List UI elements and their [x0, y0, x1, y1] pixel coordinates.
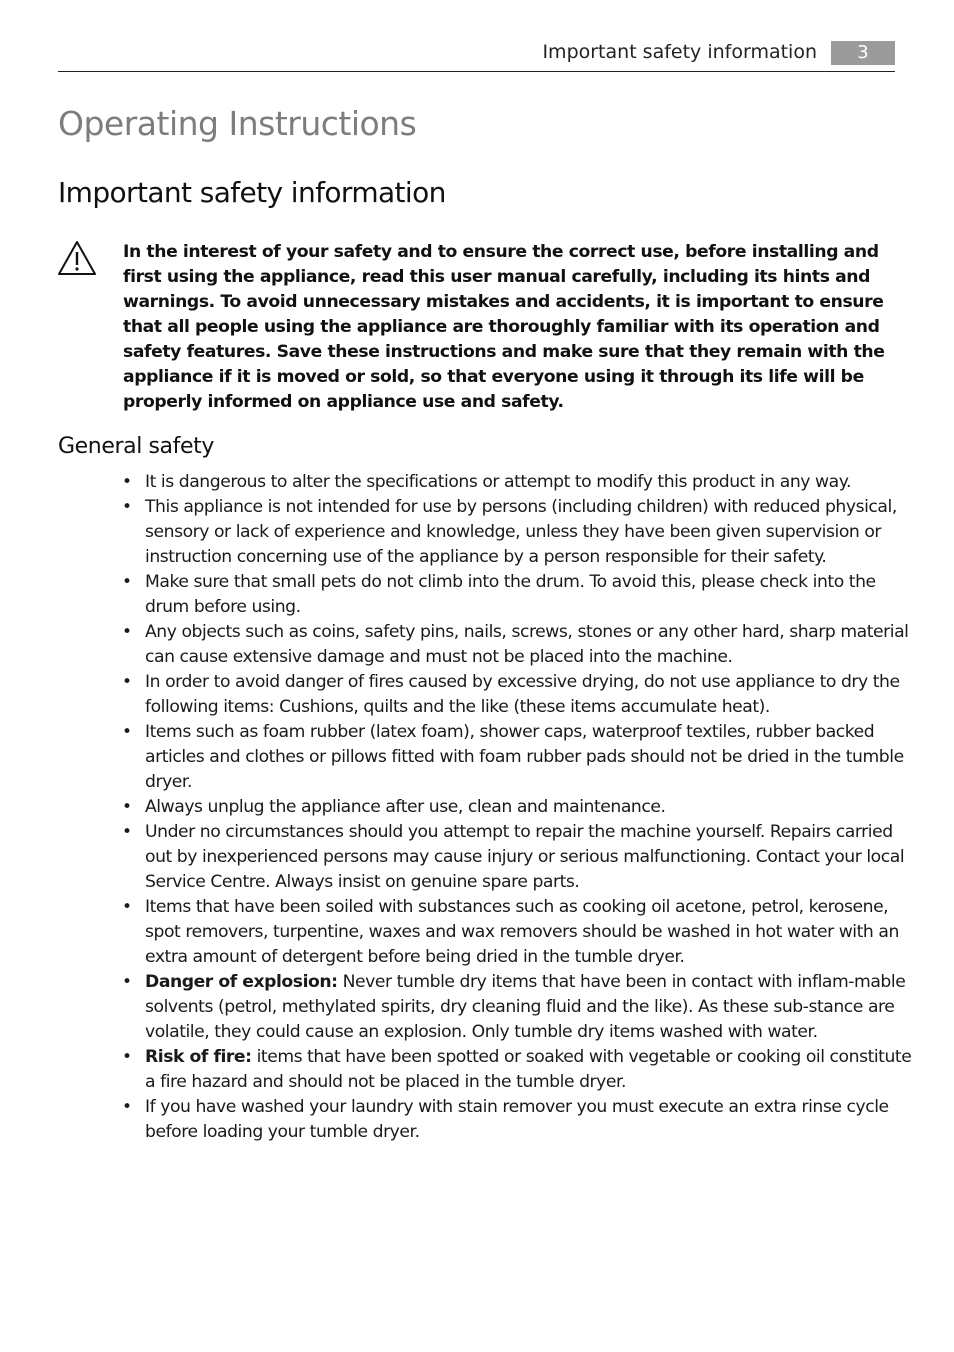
list-item: [122, 720, 912, 795]
list-item: [122, 670, 912, 720]
bullet-marker: •: [122, 822, 132, 842]
list-item-label: Danger of explosion:: [145, 972, 338, 992]
list-item-text: Items that have been soiled with substances such as cooking oil acetone, petrol, kerosene, spot removers, turpentine, waxes and wax removers should be washed in hot water with an extra amount of detergent before being dried in the tumble dryer.: [145, 897, 899, 967]
list-item: [122, 970, 912, 1045]
bullet-marker: •: [122, 1097, 132, 1117]
list-item: [122, 820, 912, 895]
bullet-marker: •: [122, 622, 132, 642]
list-item-text: If you have washed your laundry with stain remover you must execute an extra rinse cycle before loading your tumble dryer.: [145, 1097, 889, 1142]
list-item-text: Under no circumstances should you attempt to repair the machine yourself. Repairs carried out by inexperienced persons may cause injury or serious malfunctioning. Contact your local Service Centre. Always insist on genuine spare parts.: [145, 822, 905, 892]
bullet-marker: •: [122, 972, 132, 992]
bullet-marker: •: [122, 497, 132, 517]
page-header: [58, 38, 895, 72]
general-safety-heading: General safety: [58, 434, 214, 459]
bullet-marker: •: [122, 672, 132, 692]
list-item: [122, 470, 912, 495]
list-item-text: This appliance is not intended for use by persons (including children) with reduced physical, sensory or lack of experience and knowledge, unless they have been given supervision or instruction concerning use of the appliance by a person responsible for their safety.: [145, 497, 897, 567]
bullet-marker: •: [122, 1047, 132, 1067]
list-item-text: Never tumble dry items that have been in contact with inflam-mable solvents (petrol, methylated spirits, dry cleaning fluid and the like). As these sub-stance are volatile, they could cause an explosion. Only tumble dry items washed with water.: [145, 972, 906, 1042]
list-item: [122, 1095, 912, 1145]
bullet-marker: •: [122, 897, 132, 917]
list-item-text: Items such as foam rubber (latex foam), shower caps, waterproof textiles, rubber backed articles and clothes or pillows fitted with foam rubber pads should not be dried in the tumble dryer.: [145, 722, 904, 792]
list-item: [122, 570, 912, 620]
list-item-text: Always unplug the appliance after use, clean and maintenance.: [145, 797, 666, 817]
list-item: [122, 895, 912, 970]
section-title: Important safety information: [58, 176, 446, 209]
list-item-text: Make sure that small pets do not climb into the drum. To avoid this, please check into the drum before using.: [145, 572, 876, 617]
list-item: [122, 620, 912, 670]
warning-triangle-icon: [57, 240, 97, 276]
list-item-text: items that have been spotted or soaked with vegetable or cooking oil constitute a fire hazard and should not be placed in the tumble dryer.: [145, 1047, 912, 1092]
list-item: [122, 1045, 912, 1095]
list-item-text: In order to avoid danger of fires caused by excessive drying, do not use appliance to dry the following items: Cushions, quilts and the like (these items accumulate heat).: [145, 672, 900, 717]
list-item-text: Any objects such as coins, safety pins, nails, screws, stones or any other hard, sharp material can cause extensive damage and must not be placed into the machine.: [145, 622, 909, 667]
general-safety-list: [122, 470, 912, 1145]
bullet-marker: •: [122, 572, 132, 592]
bullet-marker: •: [122, 722, 132, 742]
bullet-marker: •: [122, 797, 132, 817]
page-number: 3: [831, 41, 895, 65]
safety-warning-text: In the interest of your safety and to ensure the correct use, before installing and first using the appliance, read this user manual carefully, including its hints and warnings. To avoid unnecessary mistakes and accidents, it is important to ensure that all people using the appliance are thoroughly familiar with its operation and safety features. Save these instructions and make sure that they remain with the appliance if it is moved or sold, so that everyone using it through its life will be properly informed on appliance use and safety.: [123, 242, 885, 412]
bullet-marker: •: [122, 472, 132, 492]
list-item: [122, 495, 912, 570]
page-title: Operating Instructions: [58, 104, 417, 143]
running-header-title: Important safety information: [542, 41, 817, 63]
list-item-text: It is dangerous to alter the specifications or attempt to modify this product in any way.: [145, 472, 851, 492]
list-item: [122, 795, 912, 820]
list-item-label: Risk of fire:: [145, 1047, 252, 1067]
